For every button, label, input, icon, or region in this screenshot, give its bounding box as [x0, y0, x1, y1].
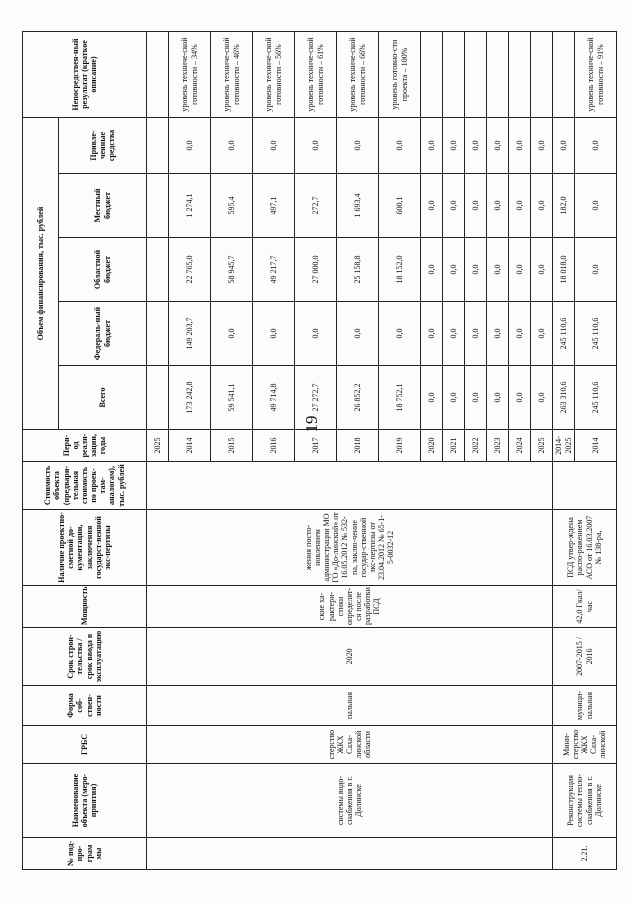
cell-attracted: 0,0 — [379, 118, 421, 174]
cell-regional: 58 945,7 — [211, 238, 253, 302]
cell-federal: 0,0 — [211, 302, 253, 366]
cell-regional: 27 000,0 — [295, 238, 337, 302]
cell-name: Реконструкция системы тепло-снабжения в г. Долинске — [553, 764, 617, 838]
table-row — [553, 32, 575, 870]
cell-regional — [147, 238, 169, 302]
header-row-1 — [23, 32, 59, 870]
cell-docs: жения посто-новлением администрации МО ГО «До-линский» от 16.05.2012 № 532-па, заклю-чение государ-ственной экс-пертизы от 23.04.2012 № 65-1-5-0032-12 — [147, 510, 553, 586]
cell-year: 2025 — [147, 430, 169, 462]
cell-attracted: 0,0 — [509, 118, 531, 174]
cell-result: уровень техниче-ской готовности – 66% — [337, 32, 379, 118]
cell-year: 2014 — [169, 430, 211, 462]
cell-federal: 0,0 — [487, 302, 509, 366]
cell-federal: 149 203,7 — [169, 302, 211, 366]
cell-result: уровень техниче-ской готовности – 34% — [169, 32, 211, 118]
cell-year: 2021 — [443, 430, 465, 462]
cell-federal — [147, 302, 169, 366]
cell-result — [553, 32, 575, 118]
cell-form: муници-пальная — [553, 686, 617, 726]
header-form: Форма соб-ствен-ности — [23, 686, 147, 726]
cell-federal: 0,0 — [509, 302, 531, 366]
cell-attracted: 0,0 — [295, 118, 337, 174]
header-cost: Стоимость объекта (предвари-тельная стоимость по проек-там-аналогам), тыс. рублей — [23, 462, 147, 510]
cell-total: 0,0 — [487, 366, 509, 430]
cell-year: 2017 — [295, 430, 337, 462]
cell-result — [147, 32, 169, 118]
cell-local: 1 274,1 — [169, 174, 211, 238]
cell-local: 0,0 — [575, 174, 617, 238]
cell-year: 2024 — [509, 430, 531, 462]
cell-result: уровень готовно-сти проекта – 100% — [379, 32, 421, 118]
cell-result: уровень техниче-ской готовности – 46% — [211, 32, 253, 118]
cell-result: уровень техниче-ской готовности – 91% — [575, 32, 617, 118]
header-num: № под-про-грам мы — [23, 838, 147, 870]
table-body — [23, 32, 617, 870]
table-row — [147, 32, 169, 870]
cell-name: системы водо-снабжения в г. Долинске — [147, 764, 553, 838]
cell-cost — [553, 462, 617, 510]
cell-local: 0,0 — [421, 174, 443, 238]
header-regional: Областной бюджет — [59, 238, 147, 302]
cell-federal: 0,0 — [421, 302, 443, 366]
cell-attracted: 0,0 — [337, 118, 379, 174]
cell-total: 27 272,7 — [295, 366, 337, 430]
cell-local: 182,0 — [553, 174, 575, 238]
cell-regional: 0,0 — [443, 238, 465, 302]
cell-result — [509, 32, 531, 118]
cell-local: 1 693,4 — [337, 174, 379, 238]
cell-cost — [147, 462, 553, 510]
cell-total: 263 310,6 — [553, 366, 575, 430]
cell-result — [487, 32, 509, 118]
cell-regional: 0,0 — [575, 238, 617, 302]
cell-year: 2020 — [421, 430, 443, 462]
cell-result: уровень техниче-ской готовности – 56% — [253, 32, 295, 118]
cell-local: 0,0 — [443, 174, 465, 238]
cell-total: 26 852,2 — [337, 366, 379, 430]
cell-term: 2020 — [147, 628, 553, 686]
cell-total — [147, 366, 169, 430]
cell-docs: ПСД утвер-ждена распо-ряжением АСО от 16.03.2007 № 138-ра, — [553, 510, 617, 586]
header-period: Пери-од реали-зации, годы — [23, 430, 147, 462]
cell-federal: 0,0 — [465, 302, 487, 366]
cell-attracted: 0,0 — [211, 118, 253, 174]
cell-local: 272,7 — [295, 174, 337, 238]
cell-regional: 0,0 — [509, 238, 531, 302]
cell-local — [147, 174, 169, 238]
cell-total: 49 714,8 — [253, 366, 295, 430]
header-name: Наименование объекта (меро-приятия) — [23, 764, 147, 838]
cell-year: 2016 — [253, 430, 295, 462]
cell-term: 2007-2015 / 2016 — [553, 628, 617, 686]
cell-federal: 0,0 — [295, 302, 337, 366]
cell-year: 2014 — [575, 430, 617, 462]
header-federal: Федераль-ный бюджет — [59, 302, 147, 366]
cell-attracted: 0,0 — [421, 118, 443, 174]
cell-result — [421, 32, 443, 118]
cell-year: 2014-2025 — [553, 430, 575, 462]
cell-total: 0,0 — [509, 366, 531, 430]
cell-attracted: 0,0 — [443, 118, 465, 174]
cell-total: 173 242,8 — [169, 366, 211, 430]
header-attracted: Привле-ченные средства — [59, 118, 147, 174]
cell-federal: 0,0 — [337, 302, 379, 366]
cell-total: 0,0 — [465, 366, 487, 430]
cell-regional: 18 018,0 — [553, 238, 575, 302]
header-docs: Наличие проектно-сметной до-кументации, заключения государст-венной экс-пертизы — [23, 510, 147, 586]
cell-num — [147, 838, 553, 870]
cell-attracted — [147, 118, 169, 174]
cell-regional: 0,0 — [487, 238, 509, 302]
cell-total: 245 110,6 — [575, 366, 617, 430]
cell-regional: 18 152,0 — [379, 238, 421, 302]
cell-year: 2025 — [531, 430, 553, 462]
cell-regional: 25 158,8 — [337, 238, 379, 302]
header-total: Всего — [59, 366, 147, 430]
cell-local: 0,0 — [487, 174, 509, 238]
cell-federal: 245 110,6 — [553, 302, 575, 366]
cell-year: 2019 — [379, 430, 421, 462]
cell-local: 497,1 — [253, 174, 295, 238]
cell-regional: 49 217,7 — [253, 238, 295, 302]
cell-attracted: 0,0 — [487, 118, 509, 174]
page-number: 19 — [302, 415, 321, 433]
cell-result: уровень техниче-ской готовности – 61% — [295, 32, 337, 118]
cell-regional: 0,0 — [465, 238, 487, 302]
cell-total: 0,0 — [421, 366, 443, 430]
financing-table — [22, 31, 617, 870]
cell-year: 2022 — [465, 430, 487, 462]
cell-year: 2023 — [487, 430, 509, 462]
header-local: Местный бюджет — [59, 174, 147, 238]
cell-total: 59 541,1 — [211, 366, 253, 430]
cell-attracted: 0,0 — [531, 118, 553, 174]
cell-attracted: 0,0 — [575, 118, 617, 174]
cell-result — [465, 32, 487, 118]
header-grbs: ГРБС — [23, 726, 147, 764]
cell-regional: 0,0 — [421, 238, 443, 302]
cell-local: 600,1 — [379, 174, 421, 238]
cell-total: 0,0 — [443, 366, 465, 430]
cell-attracted: 0,0 — [465, 118, 487, 174]
cell-regional: 22 765,0 — [169, 238, 211, 302]
cell-year: 2015 — [211, 430, 253, 462]
header-result: Непосредствен-ный результат (краткое описание) — [23, 32, 147, 118]
cell-local: 0,0 — [465, 174, 487, 238]
header-funding: Объем финансирования, тыс. рублей — [23, 118, 59, 430]
cell-local: 0,0 — [531, 174, 553, 238]
cell-attracted: 0,0 — [169, 118, 211, 174]
cell-attracted: 0,0 — [553, 118, 575, 174]
cell-total: 18 752,1 — [379, 366, 421, 430]
cell-result — [443, 32, 465, 118]
cell-num: 2.21. — [553, 838, 617, 870]
cell-power: ские ха-рактери-стики определят-ся после разработки ПСД — [147, 586, 553, 628]
cell-federal: 0,0 — [379, 302, 421, 366]
cell-year: 2018 — [337, 430, 379, 462]
cell-grbs: Мини-стерство ЖКХ Саха-линской — [553, 726, 617, 764]
cell-local: 595,4 — [211, 174, 253, 238]
cell-result — [531, 32, 553, 118]
rotated-table-wrapper — [22, 32, 608, 870]
cell-federal: 0,0 — [531, 302, 553, 366]
cell-attracted: 0,0 — [253, 118, 295, 174]
cell-regional: 0,0 — [531, 238, 553, 302]
cell-local: 0,0 — [509, 174, 531, 238]
cell-grbs: стерство ЖКХ Саха-линской области — [147, 726, 553, 764]
header-term: Срок строи-тельства / срок ввода в эксплуатацию — [23, 628, 147, 686]
cell-form: пальная — [147, 686, 553, 726]
cell-total: 0,0 — [531, 366, 553, 430]
header-power: Мощность — [23, 586, 147, 628]
cell-federal: 0,0 — [253, 302, 295, 366]
cell-federal: 0,0 — [443, 302, 465, 366]
cell-power: 42,0 Гкал/час — [553, 586, 617, 628]
cell-federal: 245 110,6 — [575, 302, 617, 366]
